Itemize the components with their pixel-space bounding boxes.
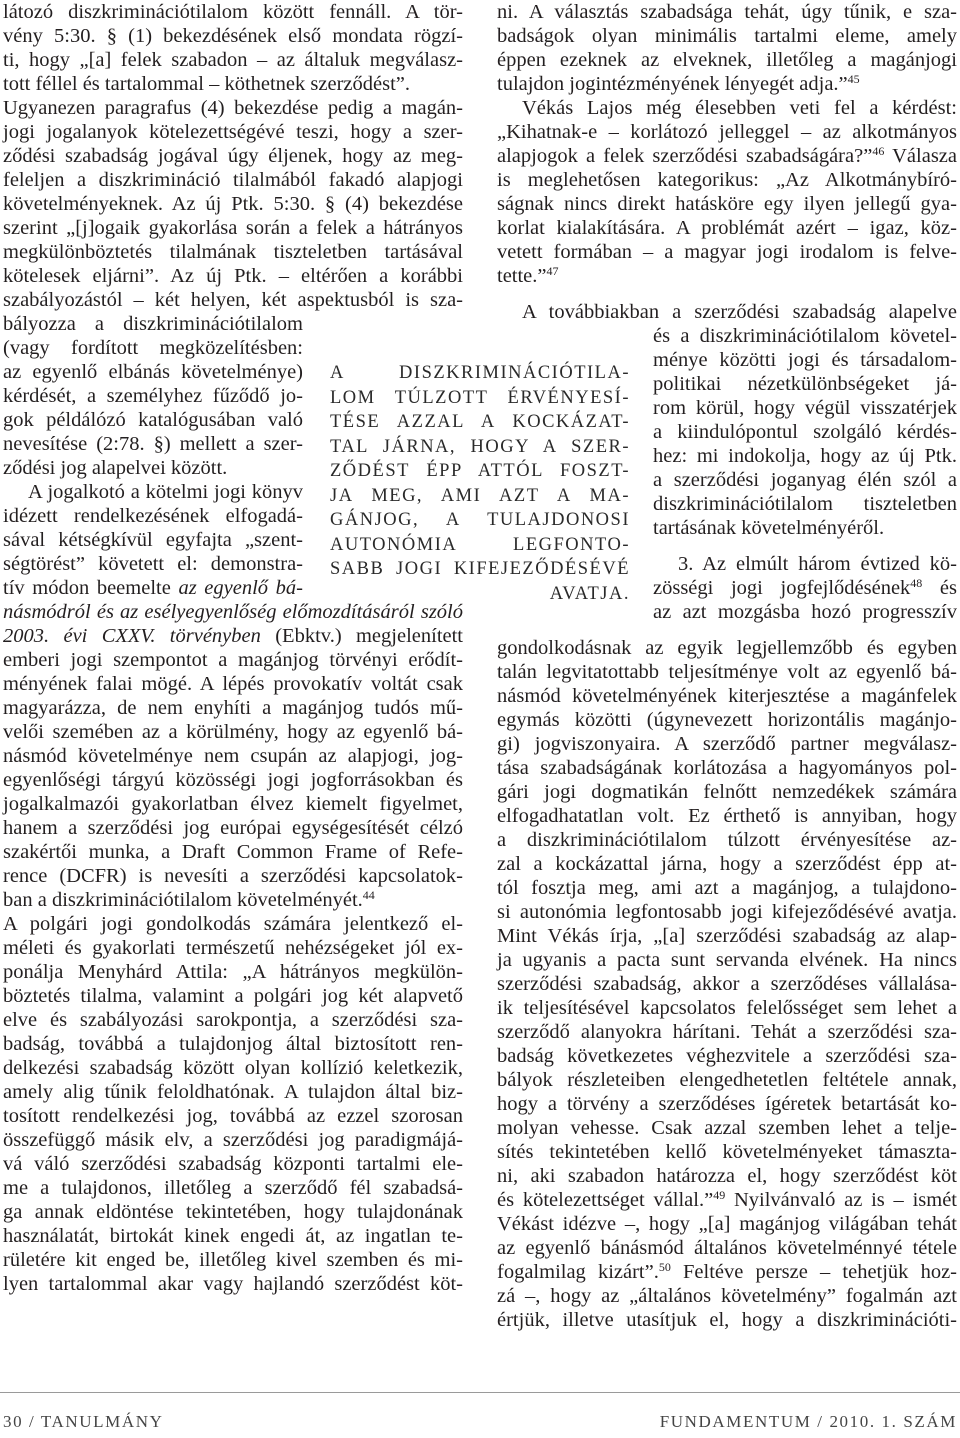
text-line: hez: mi indokolja, hogy az új Ptk. [653,445,957,467]
text-line: szerint „[j]ogaik gyakorlása során a felek a hátrányos [3,217,463,239]
text-line: tív módon beemelte az egyenlő bá- [3,577,303,599]
text-line: a kiindulópontul szolgáló kérdés- [653,421,957,443]
footnote-ref[interactable]: 46 [872,144,885,158]
text-line: ban a diszkriminációtilalom követelményét.$^{44}$ [3,888,375,911]
text-line: me a tulajdonos, illetőleg a szerződő fél szabadsá- [3,1177,463,1199]
pull-quote-line: JA MEG, AMI AZT A MA- [330,485,630,506]
text-line: egymás közötti (úgynevezett horizontális magánjo- [497,709,957,731]
text-line: jogalkalmazói gyakorlatban élvez kiemelt figyelmet, [3,793,463,815]
text-line: ségtörést” követett el: demonstra- [3,553,303,575]
footnote-ref[interactable]: 50 [658,1260,671,1274]
footnote-ref[interactable]: 45 [847,72,860,86]
text-line: ződési szabadság jogával úgy éljenek, hogy az meg- [3,145,463,167]
text-line: és kötelezettséget vállal.”$^{49}$ Nyilvánvaló az is – ismét [497,1188,957,1211]
text-line: (vagy fordított megközelítésben: [3,337,303,359]
text-line: ménye közötti jogi és társadalom- [653,349,957,371]
text-line: badságok olyan minimális tartalmi eleme, amely [497,25,957,47]
text-line: korlat kialakítására. A problémát azért – igaz, köz- [497,217,957,239]
text-line: A polgári jogi gondolkodás számára jelentkező el- [3,913,463,935]
text-line: 2003. évi CXXV. törvényben (Ebktv.) megjelenített [3,625,464,647]
text-line: hogy a törvény a szerződéses ígéretek betartását ko- [497,1093,957,1115]
text-line: éppen ezeknek az elveknek, illetőleg a magánjogi [497,49,957,71]
text-line: böztetés tilalma, valamint a polgári jog két alapvető [3,985,463,1007]
text-line: lyen tartalommal akar vagy hajlandó szerződést köt- [3,1273,463,1295]
text-line: delkezési szabadság között olyan kollízió keletkezik, [3,1057,463,1079]
text-line: megkülönböztetés tilalmának tiszteletben tartásával [3,241,463,263]
pull-quote-line: AVATJA. [549,583,630,604]
text-line: Mint Vékás írja, „[a] szerződési szabadság az alap- [497,925,957,947]
text-line: amely alig tűnik feloldhatónak. A tulajdon által biz- [3,1081,463,1103]
text-line: kötelesek eljárni”. Az új Ptk. – eltérően a korábbi [3,265,463,287]
text-line: Ugyanezen paragrafus (4) bekezdése pedig a magán- [3,97,463,119]
text-line: zá –, hogy az „általános követelmény” fogalmán azt [497,1285,957,1307]
text-line: ga annak eldöntése tekintetében, hogy tulajdonának [3,1201,463,1223]
text-line: követelményeknek. Az új Ptk. 5:30. § (4) bekezdése [3,193,463,215]
text-line: összefüggő másik elv, a szerződési jog paradigmájá- [3,1129,463,1151]
text-line: a diszkriminációtilalom túlzott érvényesítése az- [497,829,957,851]
text-line: az egyenlő bánásmód általános követelménnyé tétele [497,1237,957,1259]
text-line: badság, továbbá a tulajdonjog által biztosított ren- [3,1033,463,1055]
text-line: elve és szabályozási sarokpontja, a szerződési sza- [3,1009,463,1031]
text-line: zal a kockázattal járna, hogy a szerződést épp at- [497,853,957,875]
text-line: vá váló szerződési szabadság központi tartalmi ele- [3,1153,463,1175]
text-line: Vékás Lajos még élesebben veti fel a kérdést: [522,97,957,119]
pull-quote-line: TAL JÁRNA, HOGY A SZER- [330,436,630,457]
text-line: molyan vehesse. Csak azzal szemben lehet a telje- [497,1117,957,1139]
text-line: gi) jogviszonyaira. A szerződő partner megválasz- [497,733,957,755]
text-line: tól fosztja meg, ami azt a magánjog, a tulajdono- [497,877,957,899]
text-line: rületére kit enged be, illetőleg kivel szemben és mi- [3,1249,463,1271]
text-line: az egyenlő elbánás követelménye) [3,361,303,383]
text-line: gári jogi dogmatikán felnőtt nemzedékek számára [497,781,957,803]
text-line: tette.”$^{47}$ [497,264,559,287]
text-line: ik teljesítésével kapcsolatos felelősséget sem lehet a [497,997,957,1019]
footnote-ref[interactable]: 47 [546,264,559,278]
text-line: velői szemében az a körülmény, hogy az egyenlő bá- [3,721,463,743]
text-line: tulajdon jogintézményének lényegét adja.”$^{45}$ [497,72,860,95]
text-line: 3. Az elmúlt három évtized kö- [678,553,957,575]
text-line: násmód követelményének kiterjesztése a magánfelek [497,685,957,707]
pull-quote-line: A DISZKRIMINÁCIÓTILA- [330,363,630,383]
text-line: az azt mozgásba hozó progresszív [653,601,957,623]
text-line: násmód követelménye nem csupán az alapjogi, jog- [3,745,463,767]
text-line: ja ugyanis a pacta sunt servanda elvének. Ha nincs [497,949,957,971]
pull-quote-line: TÉSE AZZAL A KOCKÁZAT- [330,412,630,432]
pull-quote-line: AUTONÓMIA LEGFONTO- [330,534,630,555]
text-line: politikai nézetkülönbségeket já- [653,373,957,395]
text-line: szerződési szabadság, akkor a szerződéses vállalása- [497,973,957,995]
text-line: badság következetes véghezvitele a szerződési sza- [497,1045,957,1067]
text-line: diszkriminációtilalom tiszteletben [653,493,957,515]
text-line: ződési jog alapelvei között. [3,457,228,479]
text-line: szakértői munka, a Draft Common Frame of Refe- [3,841,463,863]
text-line: elfogadhatatlan volt. Ez érthető is annyiban, hogy [497,805,957,827]
pull-quote-line: LOM TÚLZOTT ÉRVÉNYESÍ- [330,387,630,408]
text-line: nevesítése (2:78. §) mellett a szer- [3,433,303,455]
text-line: hanem a szerződési jog európai egységesítését célzó [3,817,463,839]
footer-page-label: 30 / TANULMÁNY [3,1412,164,1431]
footer-journal-label: FUNDAMENTUM / 2010. 1. SZÁM [659,1412,957,1431]
text-line: idézett rendelkezésének elfogadá- [3,505,303,527]
text-line: rence (DCFR) is nevesíti a szerződési kapcsolatok- [3,865,463,887]
text-line: magyarázza, de nem enyhíti a magánjog tudós mű- [3,697,463,719]
text-line: A továbbiakban a szerződési szabadság alapelve [522,301,957,323]
text-line: ti, hogy „[a] felek szabadon – az általuk megválasz- [3,49,463,71]
text-line: zösségi jogi jogfejlődésének$^{48}$ és [653,576,958,599]
text-line: tott féllel és tartalommal – köthetnek szerződést”. [3,73,411,95]
text-line: bályozza a diszkriminációtilalom [3,313,303,335]
footer-rule [0,1392,960,1393]
pull-quote-line: GÁNJOG, A TULAJDONOSI [330,510,630,530]
text-line: értjük, illetve utasítjuk el, hogy a diszkriminációti- [497,1309,957,1331]
text-line: si autonómia legfontosabb jogi kifejeződésévé avatja. [497,901,957,923]
text-line: ponálja Menyhárd Attila: „A hátrányos megkülön- [3,961,463,983]
text-line: sítés tekintetében kellő követelményeket támaszta- [497,1141,957,1163]
text-line: sával kétségkívül egyfajta „szent- [3,529,303,551]
footnote-ref[interactable]: 44 [362,888,375,902]
text-line: egyenlőségi tárgyú közösségi jogi jogforrásokban és [3,769,463,791]
text-line: szabályozástól – két helyen, két aspektusból is sza- [3,289,463,311]
text-line: a szerződési joganyag élén szól a [653,469,957,491]
text-line: látozó diszkriminációtilalom között fennáll. A tör- [3,1,463,23]
text-line: is meglehetősen kategorikus: „Az Alkotmánybíró- [497,169,957,191]
text-line: alapjogok a felek szerződési szabadságára?”$^{46}$ Válasza [497,144,957,167]
text-line: ságnak nincs direkt hatásköre egy ilyen jellegű gya- [497,193,957,215]
text-line: vetett formában – a magyar jogi irodalom is felve- [497,241,957,263]
text-line: méleti és gyakorlati természetű nehézségeket jól ex- [3,937,463,959]
text-line: fogalmilag kizárt”.$^{50}$ Feltéve persze – tehetjük hoz- [497,1260,958,1283]
text-line: talán legvitatottabb teljesítménye volt az egyenlő bá- [497,661,957,683]
text-line: és a diszkriminációtilalom követel- [653,325,957,347]
text-line: Vékást idézve –, hogy „[a] magánjog világában tehát [497,1213,957,1235]
text-line: szerződő alanyokra hárítani. Tehát a szerződési sza- [497,1021,957,1043]
text-line: A jogalkotó a kötelmi jogi könyv [28,481,303,503]
text-line: jogi jogalanyok kötelezettségévé teszi, hogy a szer- [3,121,463,143]
text-line: „Kihatnak-e – korlátozó jelleggel – az alkotmányos [497,121,957,143]
text-line: násmódról és az esélyegyenlőség előmozdításáról szóló [3,601,463,623]
text-line: kérdését, a személyhez fűződő jo- [3,385,303,407]
text-line: ni. A választás szabadsága tehát, úgy tűnik, e sza- [497,1,957,23]
text-line: ményének falai mögé. A lépés provokatív voltát csak [3,673,463,695]
pull-quote-line: SABB JOGI KIFEJEZŐDÉSÉVÉ [330,559,630,579]
text-line: ni, aki szabadon határozza el, hogy szerződést köt [497,1165,957,1187]
text-line: tosított rendelkezési jog, továbbá az ezzel szorosan [3,1105,463,1127]
text-line: gok példálózó katalógusában való [3,409,303,431]
footnote-ref[interactable]: 48 [910,576,923,590]
text-line: bályok részleteiben elengedhetetlen feltétele annak, [497,1069,957,1091]
text-line: rom körül, hogy végül visszatérjek [653,397,957,419]
text-line: használatát, birtokát kinek engedi át, az ingatlan te- [3,1225,463,1247]
text-line: emberi jogi szempontot a magánjog törvényi erődít- [3,649,463,671]
text-line: tása szabadságának korlátozása a hagyományos pol- [497,757,957,779]
footnote-ref[interactable]: 49 [713,1188,726,1202]
text-line: gondolkodásnak az egyik legjellemzőbb és egyben [497,637,957,659]
text-line: vény 5:30. § (1) bekezdésének első mondata rögzí- [3,25,463,47]
text-line: tartásának követelményéről. [653,517,885,539]
pull-quote-line: ZŐDÉST ÉPP ATTÓL FOSZT- [330,461,630,481]
text-line: feleljen a diszkrimináció tilalmából fakadó alapjogi [3,169,463,191]
